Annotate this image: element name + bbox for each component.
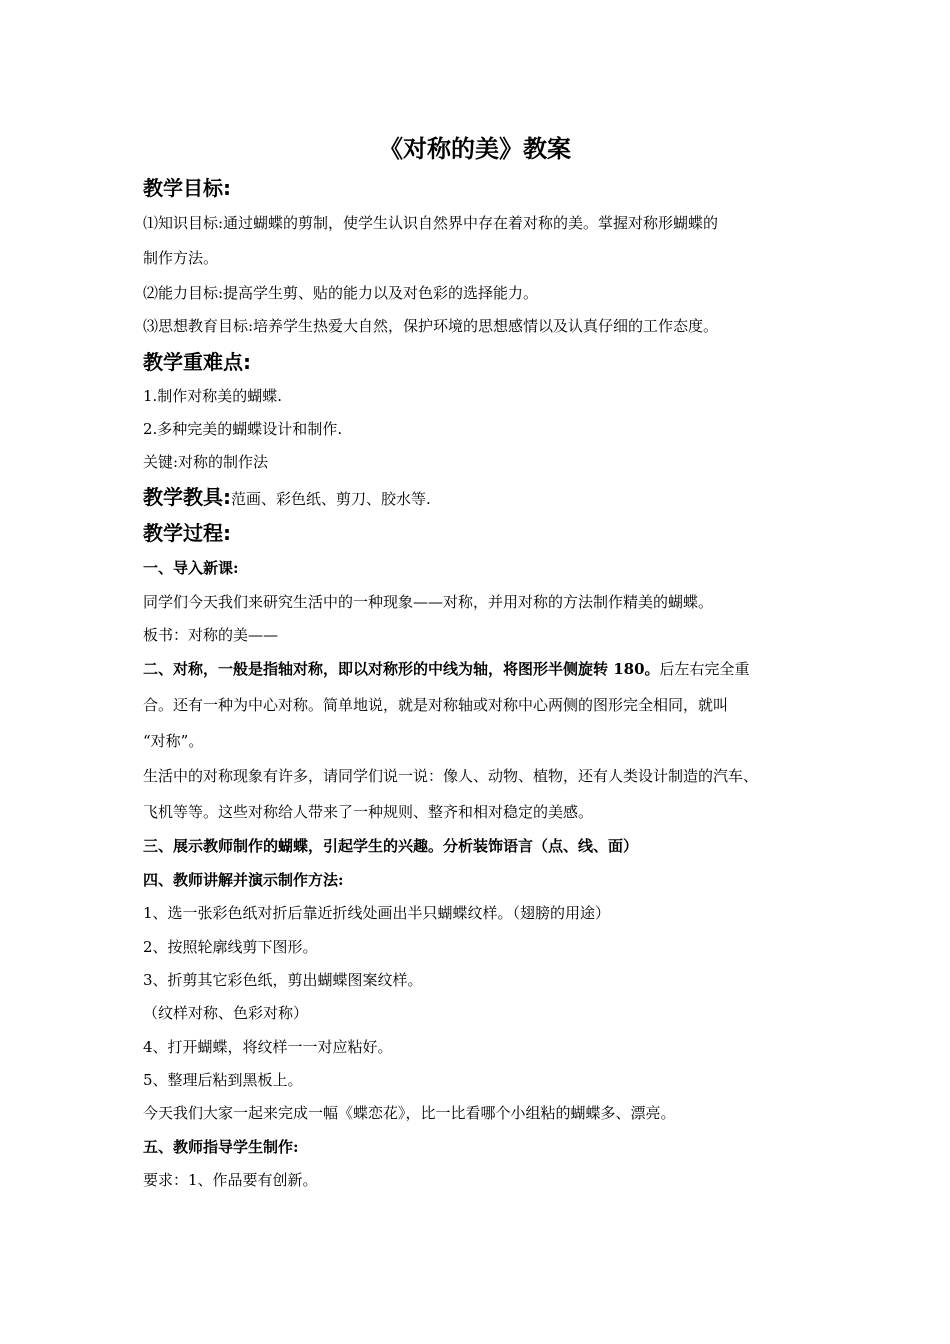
section-5-heading: 五、教师指导学生制作: [143,1138,299,1156]
objective-knowledge: ⑴知识目标:通过蝴蝶的剪制，使学生认识自然界中存在着对称的美。掌握对称形蝴蝶的 [143,214,719,232]
tools-line [143,483,431,513]
tools-heading: 教学教具: [143,485,231,509]
section-2-line-3: “对称”。 [143,732,204,750]
section-4-item-4: 4、打开蝴蝶，将纹样一一对应粘好。 [143,1038,393,1056]
section-2-line-4: 生活中的对称现象有许多，请同学们说一说：像人、动物、植物，还有人类设计制造的汽车、 [143,767,759,785]
key-point-1: 1.制作对称美的蝴蝶. [143,387,283,405]
tools-text: 范画、彩色纸、剪刀、胶水等. [231,490,431,508]
objectives-heading: 教学目标: [143,176,231,200]
section-4-closing: 今天我们大家一起来完成一幅《蝶恋花》，比一比看哪个小组粘的蝴蝶多、漂亮。 [143,1104,676,1122]
section-2-bold: 二、对称，一般是指轴对称，即以对称形的中线为轴，将图形半侧旋转 180。 [143,660,660,678]
section-4-item-3-note: （纹样对称、色彩对称） [143,1004,309,1022]
objective-ability: ⑵能力目标:提高学生剪、贴的能力以及对色彩的选择能力。 [143,284,539,302]
key-points-heading: 教学重难点: [143,350,251,374]
section-5-text: 要求：1、作品要有创新。 [143,1171,318,1189]
section-1-board: 板书：对称的美—— [143,626,279,644]
section-4-item-1: 1、选一张彩色纸对折后靠近折线处画出半只蝴蝶纹样。（翅膀的用途） [143,904,611,922]
section-3-heading: 三、展示教师制作的蝴蝶，引起学生的兴趣。分析装饰语言（点、线、面） [143,837,639,855]
section-2-line-5: 飞机等等。这些对称给人带来了一种规则、整齐和相对稳定的美感。 [143,803,594,821]
section-2-line-1 [143,659,823,679]
section-2-rest: 后左右完全重 [659,660,750,678]
section-4-item-2: 2、按照轮廓线剪下图形。 [143,938,318,956]
key-point-2: 2.多种完美的蝴蝶设计和制作. [143,420,343,438]
section-1-heading: 一、导入新课: [143,559,239,577]
section-4-item-3: 3、折剪其它彩色纸，剪出蝴蝶图案纹样。 [143,971,423,989]
section-4-item-5: 5、整理后粘到黑板上。 [143,1071,303,1089]
process-heading: 教学过程: [143,521,231,545]
section-2-line-2: 合。还有一种为中心对称。简单地说，就是对称轴或对称中心两侧的图形完全相同，就叫 [143,696,729,714]
key-point-key: 关键:对称的制作法 [143,453,269,471]
objective-knowledge-continued: 制作方法。 [143,249,219,267]
document-title: 《对称的美》教案 [379,134,571,163]
section-1-text: 同学们今天我们来研究生活中的一种现象——对称，并用对称的方法制作精美的蝴蝶。 [143,593,714,611]
section-4-heading: 四、教师讲解并演示制作方法: [143,871,344,889]
objective-ideology: ⑶思想教育目标:培养学生热爱大自然，保护环境的思想感情以及认真仔细的工作态度。 [143,317,719,335]
